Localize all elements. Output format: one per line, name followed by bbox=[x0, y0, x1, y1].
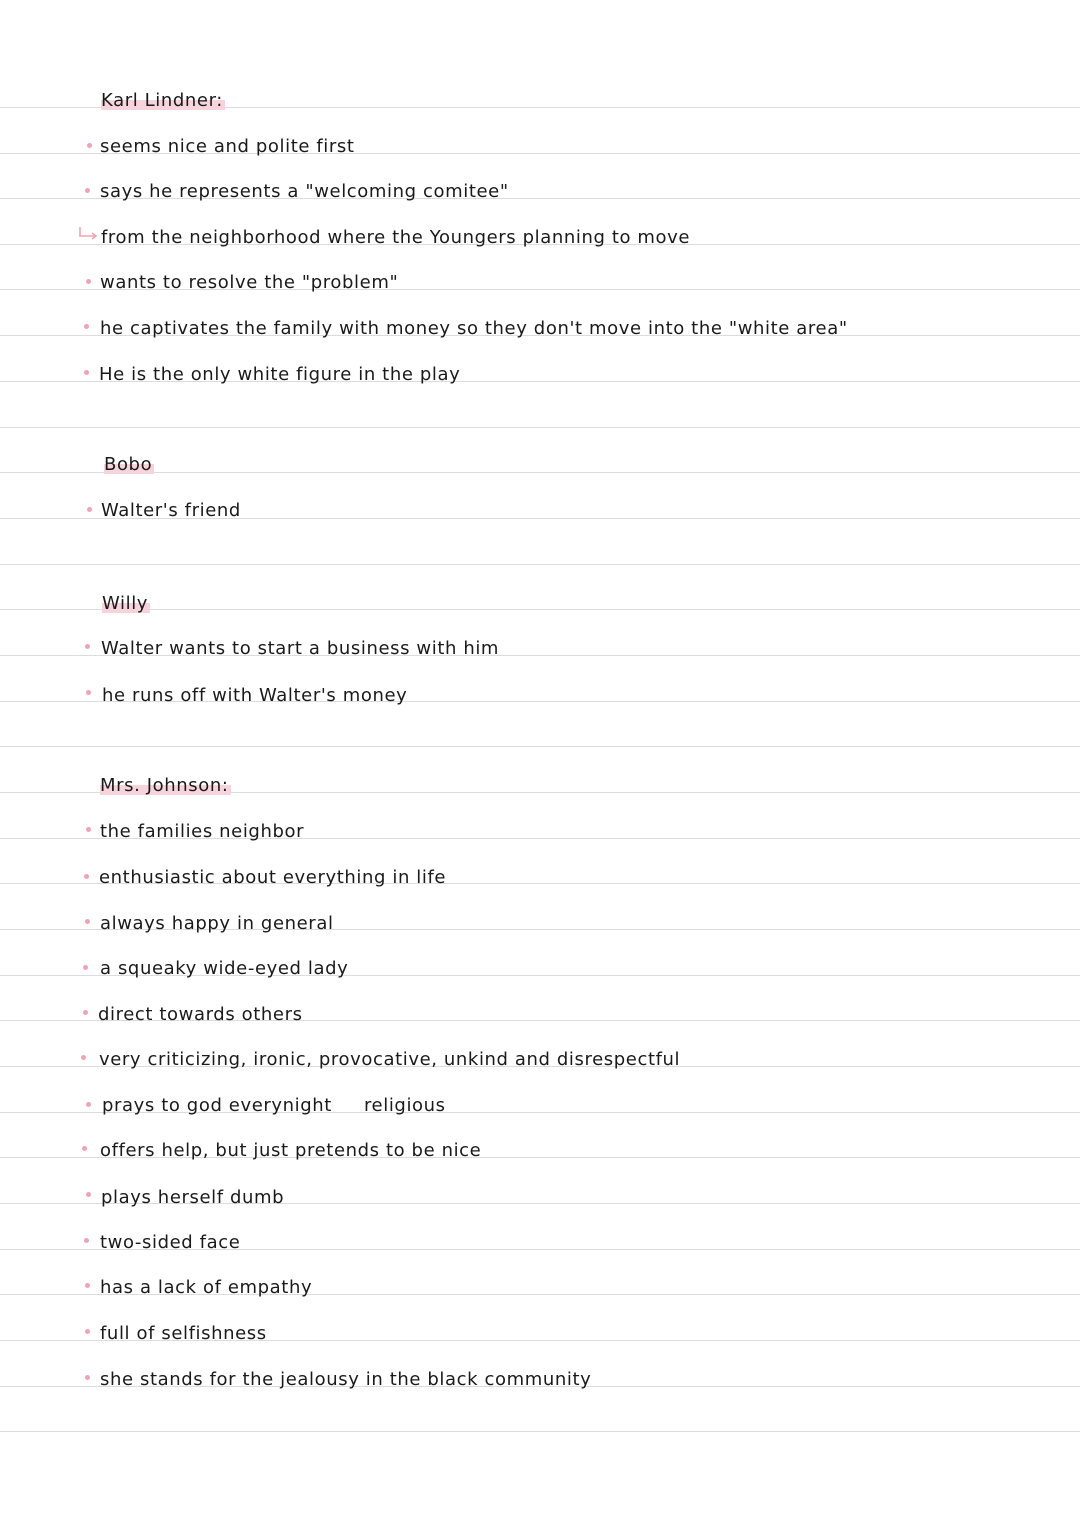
bullet-icon bbox=[87, 143, 92, 148]
bullet-icon bbox=[84, 370, 89, 375]
ruled-line bbox=[0, 746, 1080, 747]
section-heading: Bobo bbox=[104, 454, 153, 475]
list-item: wants to resolve the "problem" bbox=[100, 272, 399, 293]
bullet-icon bbox=[84, 1238, 89, 1243]
bullet-icon bbox=[86, 827, 91, 832]
list-item: says he represents a "welcoming comitee" bbox=[100, 181, 509, 202]
bullet-icon bbox=[85, 644, 90, 649]
list-item: He is the only white figure in the play bbox=[99, 364, 461, 385]
aside-note: religious bbox=[363, 1095, 446, 1116]
sub-arrow-icon bbox=[78, 226, 100, 242]
list-item-text: prays to god everynight bbox=[102, 1095, 332, 1116]
list-item: the families neighbor bbox=[100, 821, 305, 842]
bullet-icon bbox=[86, 279, 91, 284]
list-item: Walter wants to start a business with him bbox=[101, 638, 500, 659]
list-item: direct towards others bbox=[98, 1004, 303, 1025]
list-item: offers help, but just pretends to be nice bbox=[100, 1140, 482, 1161]
ruled-line bbox=[0, 1431, 1080, 1432]
bullet-icon bbox=[83, 965, 88, 970]
list-item: she stands for the jealousy in the black community bbox=[100, 1369, 592, 1390]
list-item: plays herself dumb bbox=[101, 1187, 285, 1208]
ruled-line bbox=[0, 472, 1080, 473]
bullet-icon bbox=[85, 1283, 90, 1288]
list-item: full of selfishness bbox=[100, 1323, 267, 1344]
list-item: seems nice and polite first bbox=[100, 136, 355, 157]
ruled-line bbox=[0, 427, 1080, 428]
bullet-icon bbox=[86, 1192, 91, 1197]
bullet-icon bbox=[85, 188, 90, 193]
list-item: very criticizing, ironic, provocative, unkind and disrespectful bbox=[99, 1049, 681, 1070]
list-item: Walter's friend bbox=[101, 500, 241, 521]
list-item: he runs off with Walter's money bbox=[102, 685, 408, 706]
section-heading: Karl Lindner: bbox=[101, 90, 223, 111]
list-item: two-sided face bbox=[100, 1232, 241, 1253]
bullet-icon bbox=[81, 1055, 86, 1060]
list-item: always happy in general bbox=[100, 913, 334, 934]
list-item: a squeaky wide-eyed lady bbox=[100, 958, 349, 979]
bullet-icon bbox=[86, 1102, 91, 1107]
list-item: from the neighborhood where the Youngers planning to move bbox=[101, 227, 691, 248]
bullet-icon bbox=[87, 507, 92, 512]
bullet-icon bbox=[84, 324, 89, 329]
list-item bbox=[102, 1095, 446, 1117]
ruled-line bbox=[0, 609, 1080, 610]
ruled-line bbox=[0, 564, 1080, 565]
bullet-icon bbox=[84, 874, 89, 879]
bullet-icon bbox=[86, 690, 91, 695]
bullet-icon bbox=[85, 919, 90, 924]
section-heading: Willy bbox=[102, 593, 149, 614]
list-item: enthusiastic about everything in life bbox=[99, 867, 447, 888]
bullet-icon bbox=[83, 1010, 88, 1015]
list-item: has a lack of empathy bbox=[100, 1277, 313, 1298]
bullet-icon bbox=[85, 1329, 90, 1334]
list-item: he captivates the family with money so they don't move into the "white area" bbox=[100, 318, 848, 339]
bullet-icon bbox=[82, 1146, 87, 1151]
bullet-icon bbox=[85, 1375, 90, 1380]
section-heading: Mrs. Johnson: bbox=[100, 775, 229, 796]
